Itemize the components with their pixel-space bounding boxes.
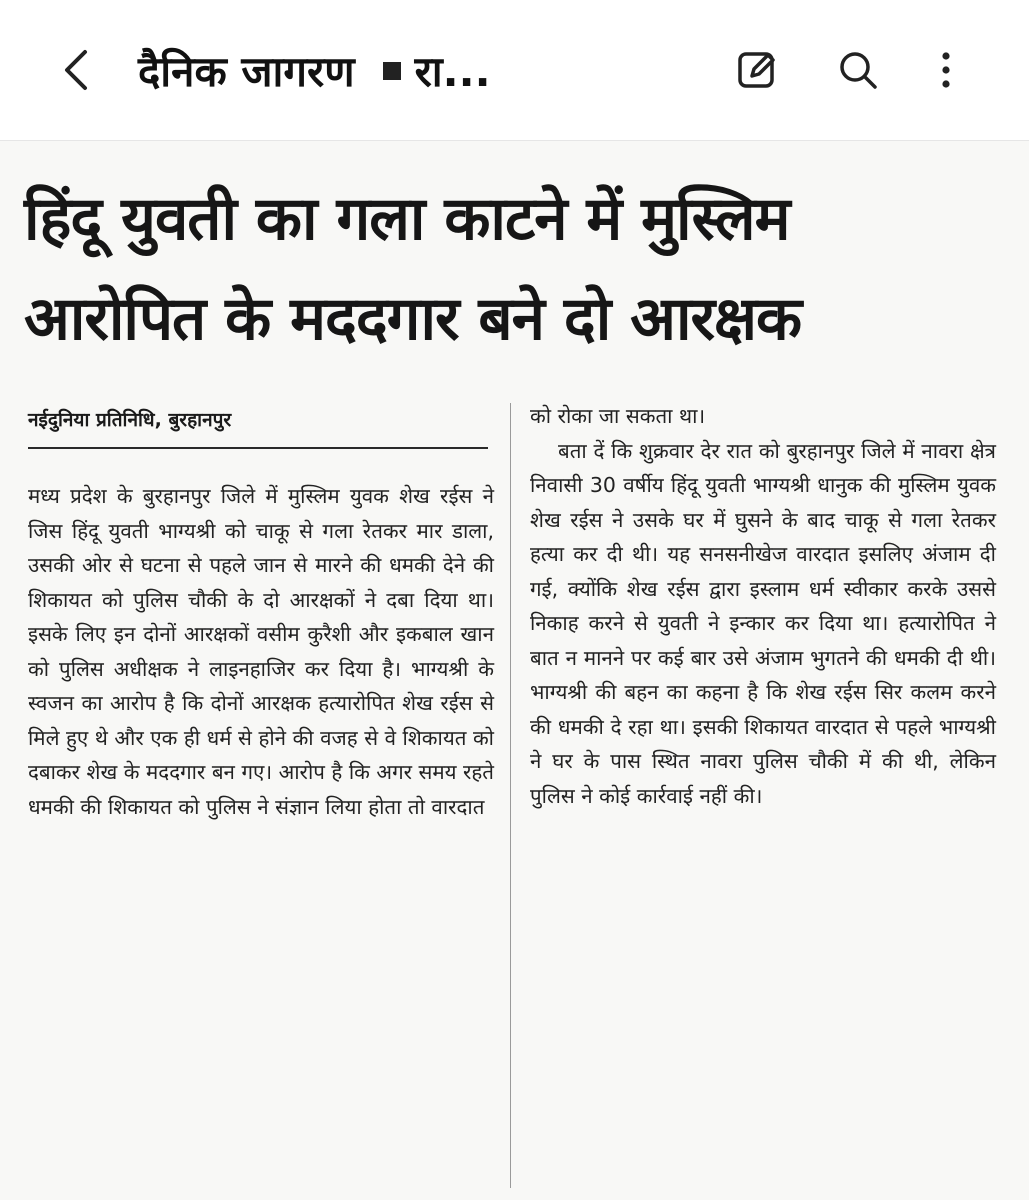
left-column-text: मध्य प्रदेश के बुरहानपुर जिले में मुस्लिम युवक शेख रईस ने जिस हिंदू युवती भाग्यश्री को चाकू से गला रेतकर मार डाला, उसकी ओर से घटना से पहले जान से मारने की धमकी देने की शिकायत को पुलिस चौकी के दो आरक्षकों ने दबा दिया था। इसके लिए इन दोनों आरक्षकों वसीम कुरैशी और इकबाल खान को पुलिस अधीक्षक ने लाइनहाजिर कर दिया है। भाग्यश्री के स्वजन का आरोप है कि दोनों आरक्षक हत्यारोपित शेख रईस से मिले हुए थे और एक ही धर्म से होने की वजह से वे शिकायत को दबाकर शेख के मददगार बन गए। आरोप है कि अगर समय रहते धमकी की शिकायत को पुलिस ने संज्ञान लिया होता तो वारदात — [28, 484, 494, 819]
publication-name: दैनिक जागरण — [138, 47, 355, 96]
newspaper-clipping — [0, 141, 1029, 1200]
headline-line-1: हिंदू युवती का गला काटने में मुस्लिम — [24, 184, 790, 254]
back-button[interactable] — [52, 38, 100, 102]
headline — [24, 169, 1014, 369]
article-column-right — [530, 399, 996, 813]
search-button[interactable] — [834, 46, 882, 94]
column-divider — [510, 403, 511, 1188]
search-icon — [836, 48, 880, 92]
right-column-continuation: को रोका जा सकता था। — [530, 404, 706, 428]
headline-line-2: आरोपित के मददगार बने दो आरक्षक — [24, 284, 802, 354]
byline-rule — [28, 447, 488, 449]
byline: नईदुनिया प्रतिनिधि, बुरहानपुर — [28, 409, 232, 431]
chevron-left-icon — [61, 48, 91, 92]
edit-note-icon — [736, 48, 780, 92]
section-name: रा... — [414, 47, 491, 96]
more-options-button[interactable] — [922, 46, 970, 94]
app-bar — [0, 0, 1029, 141]
more-vertical-icon — [936, 48, 956, 92]
right-column-paragraph: बता दें कि शुक्रवार देर रात को बुरहानपुर जिले में नावरा क्षेत्र निवासी 30 वर्षीय हिंदू युवती भाग्यश्री धानुक की मुस्लिम युवक शेख रईस ने उसके घर में घुसने के बाद चाकू से गला रेतकर हत्या कर दी थी। यह सनसनीखेज वारदात इसलिए अंजाम दी गई, क्योंकि शेख रईस द्वारा इस्लाम धर्म स्वीकार करके उससे निकाह करने से युवती ने इन्कार कर दिया था। हत्यारोपित ने बात न मानने पर कई बार उसे अंजाम भुगतने की धमकी दी थी। भाग्यश्री की बहन का कहना है कि शेख रईस सिर कलम करने की धमकी दे रहा था। इसकी शिकायत वारदात से पहले भाग्यश्री ने घर के पास स्थित नावरा पुलिस चौकी में की थी, लेकिन पुलिस ने कोई कार्रवाई नहीं की। — [530, 438, 996, 808]
app-title — [138, 40, 678, 104]
edit-button[interactable] — [734, 46, 782, 94]
title-separator — [383, 62, 401, 80]
article-column-left — [28, 479, 494, 824]
